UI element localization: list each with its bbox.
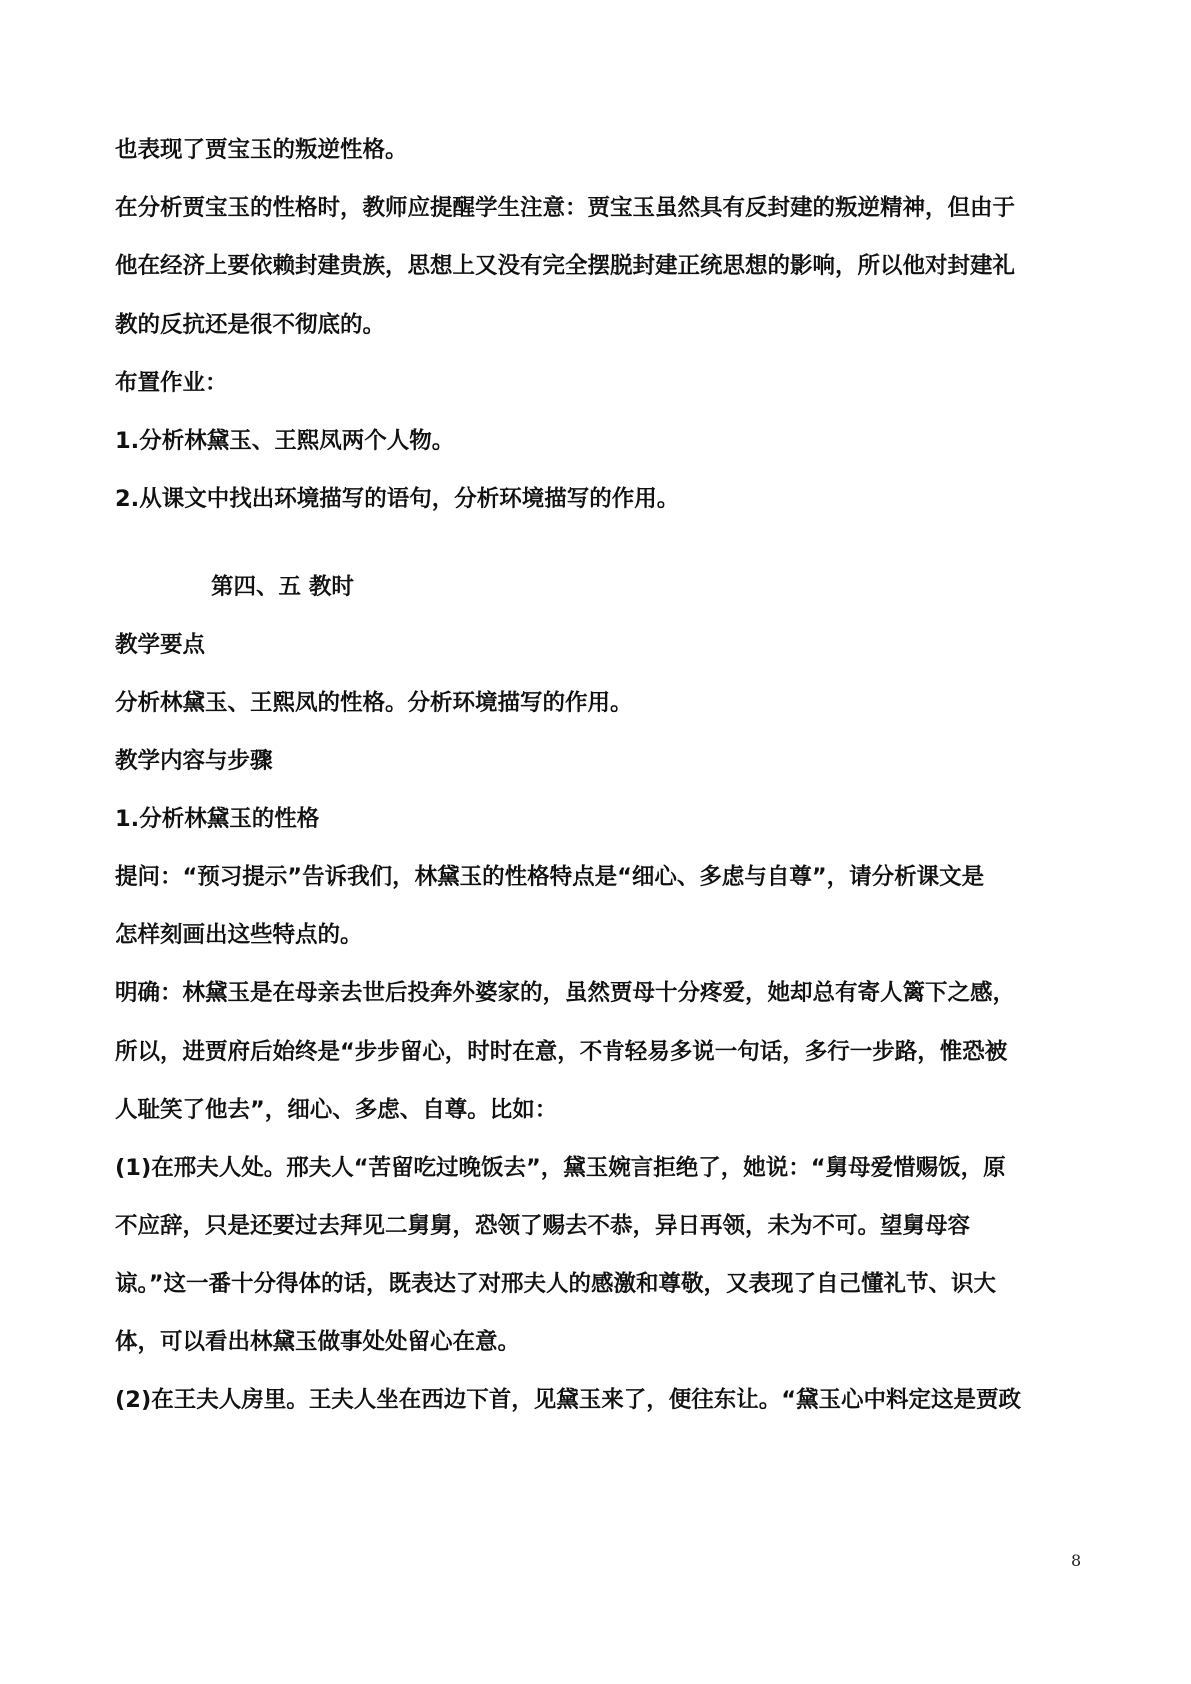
paragraph-line: 也表现了贾宝玉的叛逆性格。 (115, 137, 408, 163)
paragraph-line: 谅。”这一番十分得体的话，既表达了对邢夫人的感激和尊敬，又表现了自己懂礼节、识大 (115, 1271, 997, 1297)
section-label: 布置作业： (115, 370, 228, 396)
paragraph-line: (1)在邢夫人处。邢夫人“苦留吃过晚饭去”，黛玉婉言拒绝了，她说：“舅母爱惜赐饭，原 (115, 1155, 1006, 1181)
paragraph-line: (2)在王夫人房里。王夫人坐在西边下首，见黛玉来了，便往东让。“黛玉心中料定这是贾政 (115, 1387, 1022, 1413)
paragraph-line: 他在经济上要依赖封建贵族，思想上又没有完全摆脱封建正统思想的影响，所以他对封建礼 (115, 253, 1016, 279)
paragraph-line: 分析林黛玉、王熙凤的性格。分析环境描写的作用。 (115, 690, 633, 716)
assignment-item: 1.分析林黛玉、王熙凤两个人物。 (115, 428, 455, 454)
section-label: 教学内容与步骤 (115, 748, 273, 774)
paragraph-line: 在分析贾宝玉的性格时，教师应提醒学生注意：贾宝玉虽然具有反封建的叛逆精神，但由于 (115, 195, 1016, 221)
paragraph-line: 人耻笑了他去”，细心、多虑、自尊。比如： (115, 1097, 558, 1123)
lesson-heading: 第四、五 教时 (211, 574, 354, 600)
assignment-item: 2.从课文中找出环境描写的语句，分析环境描写的作用。 (115, 486, 680, 512)
paragraph-line: 明确：林黛玉是在母亲去世后投奔外婆家的，虽然贾母十分疼爱，她却总有寄人篱下之感， (115, 980, 1016, 1006)
paragraph-line: 体，可以看出林黛玉做事处处留心在意。 (115, 1329, 521, 1355)
paragraph-line: 怎样刻画出这些特点的。 (115, 922, 363, 948)
page-number: 8 (1071, 1551, 1082, 1570)
paragraph-line: 提问：“预习提示”告诉我们，林黛玉的性格特点是“细心、多虑与自尊”，请分析课文是 (115, 864, 985, 890)
paragraph-line: 教的反抗还是很不彻底的。 (115, 312, 386, 338)
paragraph-line: 不应辞，只是还要过去拜见二舅舅，恐领了赐去不恭，异日再领，未为不可。望舅母容 (115, 1213, 971, 1239)
paragraph-line: 所以，进贾府后始终是“步步留心，时时在意，不肯轻易多说一句话，多行一步路，惟恐被 (115, 1039, 1008, 1065)
section-label: 教学要点 (115, 632, 206, 658)
subsection-heading: 1.分析林黛玉的性格 (115, 806, 320, 832)
